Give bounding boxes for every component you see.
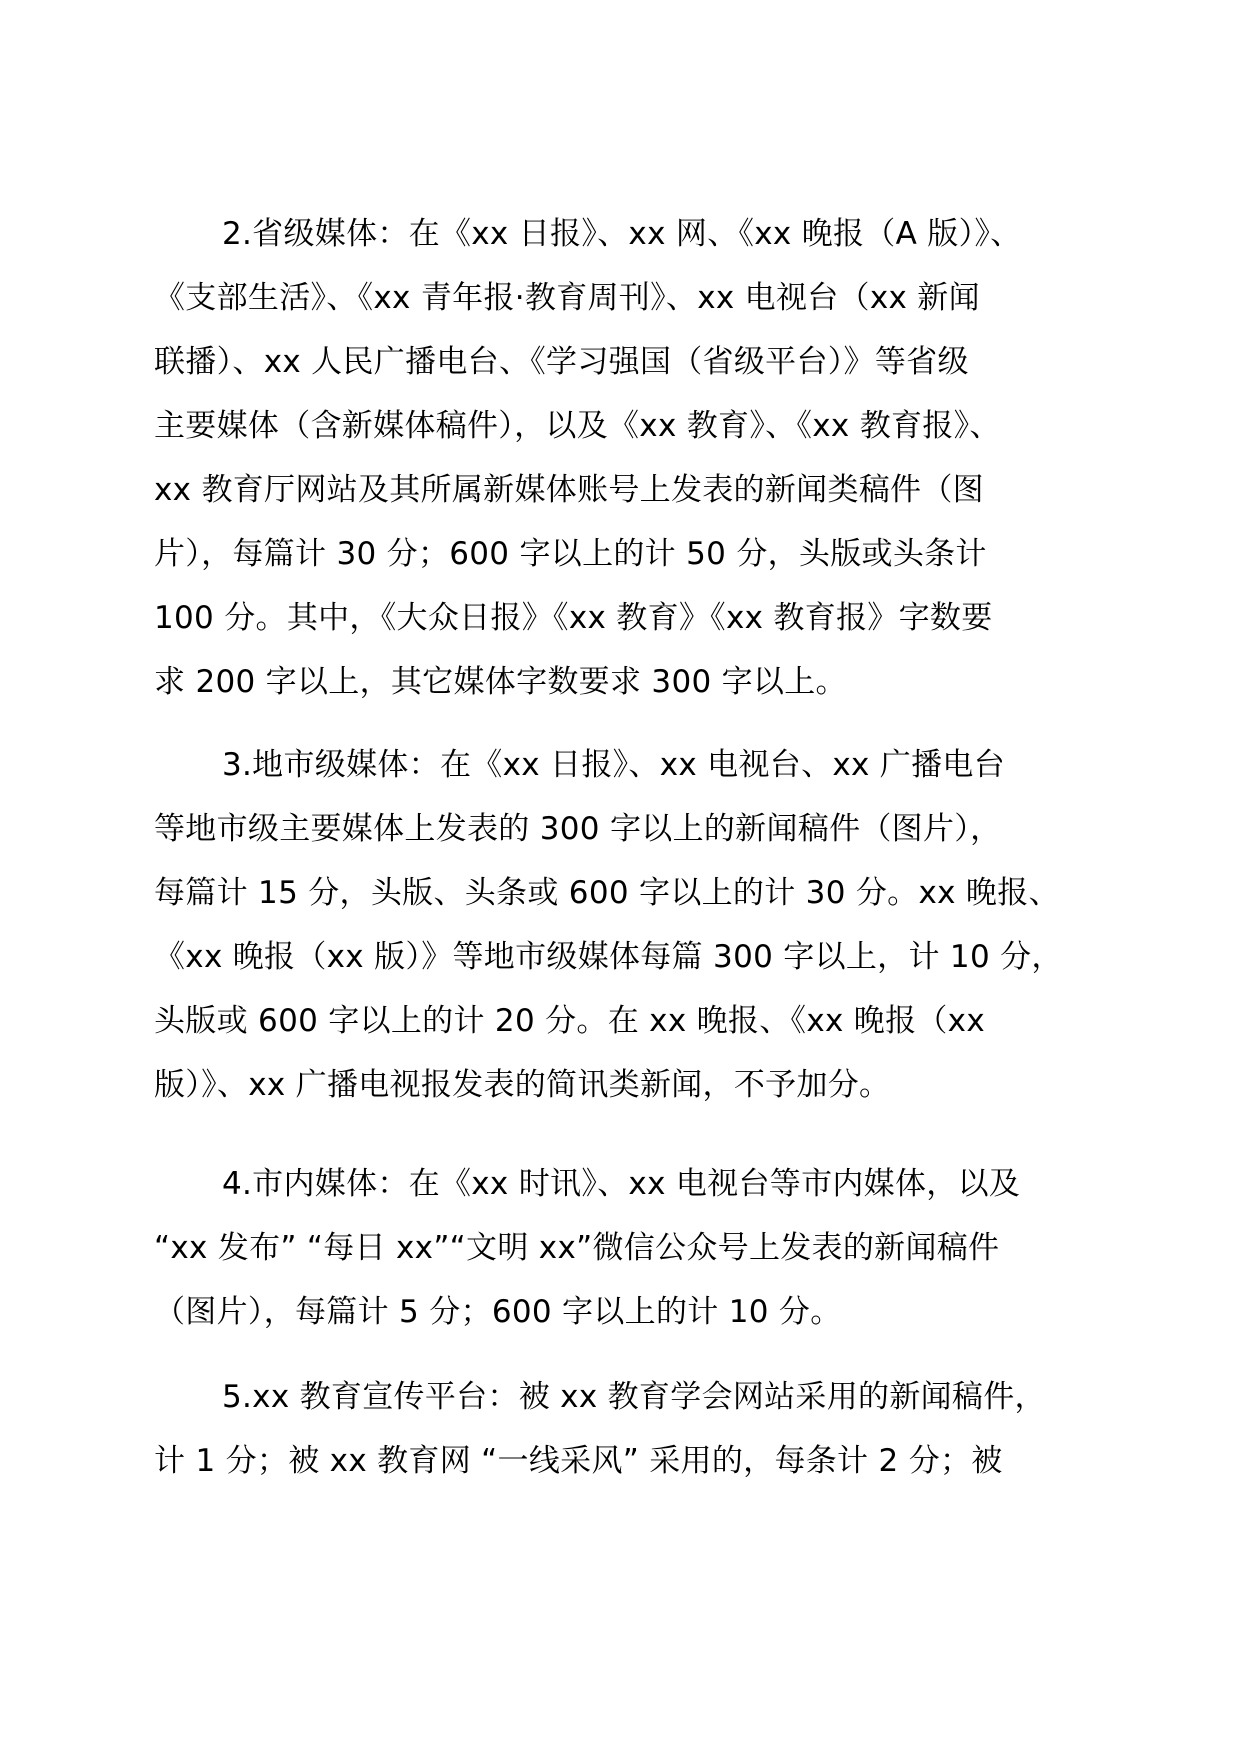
paragraph-local-media — [154, 1152, 1094, 1344]
text-line: 每篇计 15 分，头版、头条或 600 字以上的计 30 分。xx 晚报、 — [154, 875, 1060, 911]
text-line: （图片），每篇计 5 分；600 字以上的计 10 分。 — [154, 1294, 842, 1330]
text-line: 联播）、xx 人民广播电台、《学习强国（省级平台）》等省级 — [154, 344, 969, 380]
text-line: 《支部生活》、《xx 青年报·教育周刊》、xx 电视台（xx 新闻 — [154, 280, 980, 316]
text-line: 4.市内媒体：在《xx 时讯》、xx 电视台等市内媒体，以及 — [222, 1166, 1021, 1202]
text-line: 求 200 字以上，其它媒体字数要求 300 字以上。 — [154, 664, 847, 700]
paragraph-provincial-media — [154, 202, 1094, 714]
text-line: 头版或 600 字以上的计 20 分。在 xx 晚报、《xx 晚报（xx — [154, 1003, 985, 1039]
paragraph-city-media — [154, 733, 1094, 1117]
text-line: “xx 发布” “每日 xx”“文明 xx”微信公众号上发表的新闻稿件 — [154, 1230, 1000, 1266]
text-line: 片），每篇计 30 分；600 字以上的计 50 分，头版或头条计 — [154, 536, 987, 572]
text-line: xx 教育厅网站及其所属新媒体账号上发表的新闻类稿件（图 — [154, 472, 984, 508]
text-line: 版）》、xx 广播电视报发表的简讯类新闻，不予加分。 — [154, 1067, 891, 1103]
text-line: 等地市级主要媒体上发表的 300 字以上的新闻稿件（图片）， — [154, 811, 1002, 847]
text-line: 《xx 晚报（xx 版）》等地市级媒体每篇 300 字以上，计 10 分， — [154, 939, 1063, 975]
text-line: 3.地市级媒体：在《xx 日报》、xx 电视台、xx 广播电台 — [222, 747, 1006, 783]
text-line: 5.xx 教育宣传平台：被 xx 教育学会网站采用的新闻稿件， — [222, 1379, 1046, 1415]
text-line: 100 分。其中，《大众日报》《xx 教育》《xx 教育报》字数要 — [154, 600, 993, 636]
text-line: 2.省级媒体：在《xx 日报》、xx 网、《xx 晚报（A 版）》、 — [222, 216, 1022, 252]
text-line: 计 1 分；被 xx 教育网 “一线采风” 采用的，每条计 2 分；被 — [154, 1443, 1003, 1479]
paragraph-education-platform — [154, 1365, 1094, 1493]
text-line: 主要媒体（含新媒体稿件），以及《xx 教育》、《xx 教育报》、 — [154, 408, 1001, 444]
